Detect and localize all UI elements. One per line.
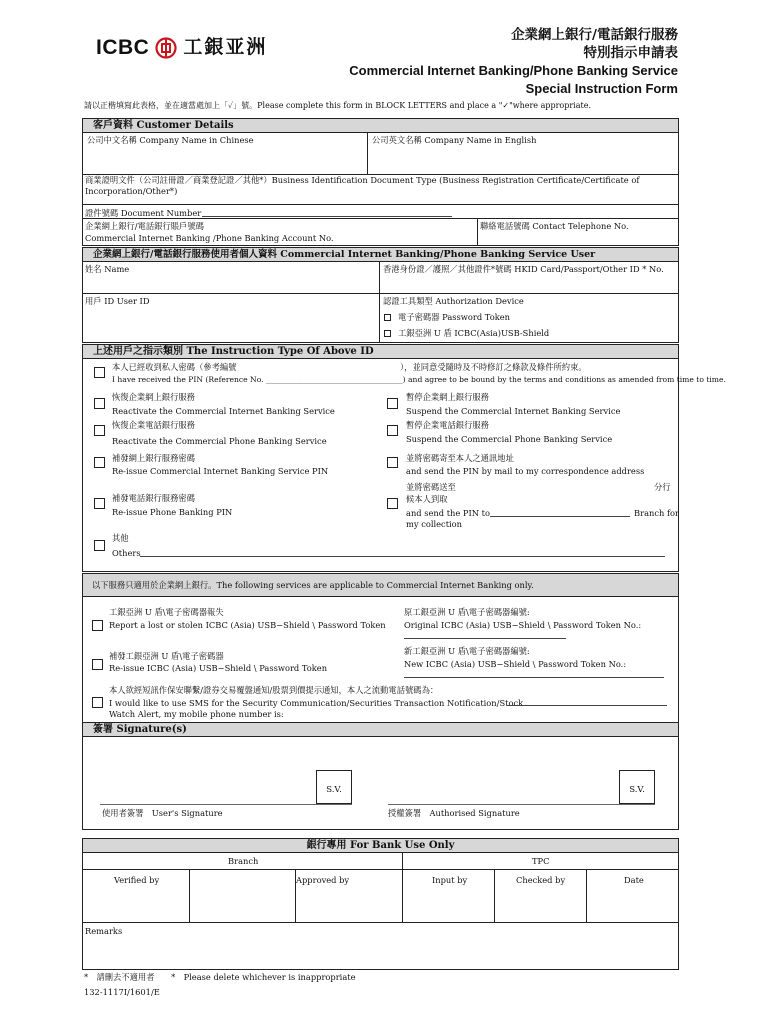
form-body	[82, 118, 726, 998]
original-token-cn: 原工銀亞洲 U 盾\電子密碼器編號:	[404, 607, 530, 617]
suspend-pb-cn: 暫停企業電話銀行服務	[406, 420, 489, 430]
authorised-signature-line[interactable]	[388, 804, 655, 805]
new-token-cn: 新工銀亞洲 U 盾\電子密碼器編號:	[404, 646, 530, 656]
others-cn: 其他	[112, 533, 129, 543]
pin-received-cn-2: ），並同意受隨時及不時修訂之條款及條件所約束。	[400, 362, 587, 372]
reactivate-pb-en: Reactivate the Commercial Phone Banking Service	[112, 436, 327, 446]
tpc-label: TPC	[532, 856, 550, 866]
auth-device-label: 認證工具類型 Authorization Device	[383, 296, 524, 306]
reissue-token-checkbox[interactable]	[92, 659, 103, 670]
send-to-branch-en-2: Branch for	[634, 508, 680, 518]
others-checkbox[interactable]	[94, 540, 105, 551]
send-to-branch-cn-3: 候本人到取	[406, 494, 448, 504]
send-to-branch-en-3: my collection	[406, 519, 463, 529]
divider	[367, 132, 368, 174]
section-signature-heading: 簽署 Signature(s)	[82, 722, 679, 737]
original-token-field[interactable]	[404, 638, 566, 639]
reissue-pb-pin-checkbox[interactable]	[94, 498, 105, 509]
send-to-branch-cn: 並將密碼送至	[406, 482, 456, 492]
remarks-label: Remarks	[85, 926, 123, 936]
user-id-label: 用戶 ID User ID	[85, 296, 150, 306]
divider	[402, 852, 403, 922]
user-signature-label: 使用者簽署 User's Signature	[102, 808, 223, 818]
title-cn-line2: 特別指示申請表	[583, 45, 678, 61]
suspend-ib-checkbox[interactable]	[387, 398, 398, 409]
section-bank-use-heading: 銀行專用 For Bank Use Only	[82, 838, 679, 853]
bid-type-label-2: Incorporation/Other*)	[85, 186, 178, 196]
bid-type-label: 商業證明文件（公司註冊證／商業登記證／其他*）Business Identification Document Type (Business Registration Certificate/Certificate of	[85, 175, 640, 185]
divider	[477, 218, 478, 246]
reactivate-ib-checkbox[interactable]	[94, 398, 105, 409]
user-name-label: 姓名 Name	[85, 264, 130, 274]
sms-en-2: Watch Alert, my mobile phone number is:	[109, 709, 284, 719]
reissue-pb-pin-cn: 補發電話銀行服務密碼	[112, 493, 195, 503]
authorised-signature-label: 授權簽署 Authorised Signature	[388, 808, 520, 818]
suspend-pb-en: Suspend the Commercial Phone Banking Service	[406, 434, 613, 444]
divider	[82, 869, 679, 870]
reactivate-ib-en: Reactivate the Commercial Internet Banking Service	[112, 406, 335, 416]
divider	[494, 869, 495, 922]
title-cn-line1: 企業網上銀行/電話銀行服務	[511, 27, 678, 43]
report-lost-en: Report a lost or stolen ICBC (Asia) USB−Shield \ Password Token	[109, 620, 386, 630]
others-en: Others	[112, 548, 141, 558]
bank-logo	[96, 36, 267, 60]
sv-box-user[interactable]: S.V.	[316, 770, 352, 804]
user-id-number-label: 香港身份證／護照／其他證件*號碼 HKID Card/Passport/Other ID * No.	[383, 264, 664, 274]
send-by-mail-checkbox[interactable]	[387, 457, 398, 468]
suspend-ib-en: Suspend the Commercial Internet Banking Service	[406, 406, 621, 416]
reissue-ib-pin-en: Re-issue Commercial Internet Banking Service PIN	[112, 466, 329, 476]
title-en-line2: Special Instruction Form	[525, 81, 678, 96]
send-to-branch-checkbox[interactable]	[387, 498, 398, 509]
suspend-pb-checkbox[interactable]	[387, 425, 398, 436]
document-number-field[interactable]	[202, 216, 452, 217]
new-token-en: New ICBC (Asia) USB−Shield \ Password Token No.:	[404, 659, 627, 669]
divider	[82, 204, 679, 205]
divider	[379, 261, 380, 343]
reissue-ib-pin-checkbox[interactable]	[94, 457, 105, 468]
divider	[82, 293, 679, 294]
branch-name-field[interactable]	[490, 516, 630, 517]
cib-services-heading: 以下服務只適用於企業網上銀行。The following services are applicable to Commercial Internet Banking only.	[92, 580, 534, 590]
usb-shield-checkbox[interactable]	[384, 330, 391, 337]
section-user-heading: 企業網上銀行/電話銀行服務使用者個人資料 Commercial Internet Banking/Phone Banking Service User	[82, 247, 679, 262]
icbc-logo-icon	[155, 37, 177, 59]
form-instruction: 請以正楷填寫此表格，並在適當處加上「✓」號。Please complete this form in BLOCK LETTERS and place a "✓"where appropriate.	[84, 101, 592, 110]
account-label-cn: 企業網上銀行/電話銀行賬戶號碼	[85, 221, 204, 231]
contact-tel-label: 聯絡電話號碼 Contact Telephone No.	[480, 221, 629, 231]
sms-checkbox[interactable]	[92, 697, 103, 708]
checked-by-label: Checked by	[516, 875, 566, 885]
others-field[interactable]	[140, 556, 665, 557]
date-label: Date	[624, 875, 644, 885]
logo-chinese-text: 工銀亚洲	[183, 36, 268, 59]
user-signature-line[interactable]	[100, 804, 352, 805]
company-name-cn-label: 公司中文名稱 Company Name in Chinese	[87, 135, 254, 145]
reissue-token-en: Re-issue ICBC (Asia) USB−Shield \ Password Token	[109, 663, 328, 673]
divider	[586, 869, 587, 922]
password-token-label: 電子密碼器 Password Token	[398, 312, 510, 322]
instruction-section	[82, 358, 679, 572]
sv-box-authorised[interactable]: S.V.	[619, 770, 655, 804]
send-by-mail-cn: 並將密碼寄至本人之通訊地址	[406, 453, 514, 463]
section-instruction-heading: 上述用戶之指示類別 The Instruction Type Of Above ID	[82, 344, 679, 359]
report-lost-cn: 工銀亞洲 U 盾\電子密碼器報失	[109, 607, 224, 617]
pin-received-checkbox[interactable]	[94, 367, 105, 378]
document-number-label: 證件號碼 Document Number	[85, 208, 202, 218]
company-name-en-label: 公司英文名稱 Company Name in English	[372, 135, 537, 145]
account-label-en: Commercial Internet Banking /Phone Banking Account No.	[85, 233, 334, 243]
pin-received-cn: 本人已經收到私人密碼（參考編號	[112, 362, 237, 372]
suspend-ib-cn: 暫停企業網上銀行服務	[406, 392, 489, 402]
form-code: 132-1117I/1601/E	[84, 987, 160, 997]
sms-en-1: I would like to use SMS for the Security Communication/Securities Transaction Notification/Stock	[109, 698, 524, 708]
send-by-mail-en: and send the PIN by mail to my correspondence address	[406, 466, 645, 476]
reissue-ib-pin-cn: 補發網上銀行服務密碼	[112, 453, 195, 463]
report-lost-checkbox[interactable]	[92, 620, 103, 631]
form-title	[349, 26, 678, 98]
title-en-line1: Commercial Internet Banking/Phone Banking Service	[349, 63, 678, 78]
send-to-branch-cn-2: 分行	[654, 482, 671, 492]
reactivate-pb-cn: 恢復企業電話銀行服務	[112, 420, 195, 430]
reactivate-pb-checkbox[interactable]	[94, 425, 105, 436]
mobile-number-field[interactable]	[507, 705, 667, 706]
reactivate-ib-cn: 恢復企業網上銀行服務	[112, 392, 195, 402]
reissue-pb-pin-en: Re-issue Phone Banking PIN	[112, 507, 233, 517]
divider	[189, 869, 190, 922]
divider	[82, 922, 679, 923]
section-customer-heading: 客戶資料 Customer Details	[82, 118, 679, 133]
sms-cn: 本人欲經短訊作保安聯繫/證券交易覆盤通知/股票到價提示通知，本人之流動電話號碼為：	[109, 685, 439, 695]
original-token-en: Original ICBC (Asia) USB−Shield \ Password Token No.:	[404, 620, 642, 630]
input-by-label: Input by	[432, 875, 468, 885]
logo-text: ICBC	[96, 35, 150, 59]
new-token-field[interactable]	[404, 677, 664, 678]
approved-by-label: Approved by	[296, 875, 350, 885]
send-to-branch-en: and send the PIN to	[406, 508, 491, 518]
pin-received-en: I have received the PIN (Reference No. ____________________________________) and agree to be bound by the terms and conditions as amended from time to time.	[112, 375, 726, 384]
branch-label: Branch	[228, 856, 259, 866]
verified-by-label: Verified by	[114, 875, 160, 885]
reissue-token-cn: 補發工銀亞洲 U 盾\電子密碼器	[109, 651, 224, 661]
usb-shield-label: 工銀亞洲 U 盾 ICBC(Asia)USB-Shield	[398, 328, 550, 338]
footer-note: * 請刪去不適用者 * Please delete whichever is inappropriate	[84, 972, 356, 982]
password-token-checkbox[interactable]	[384, 314, 391, 321]
